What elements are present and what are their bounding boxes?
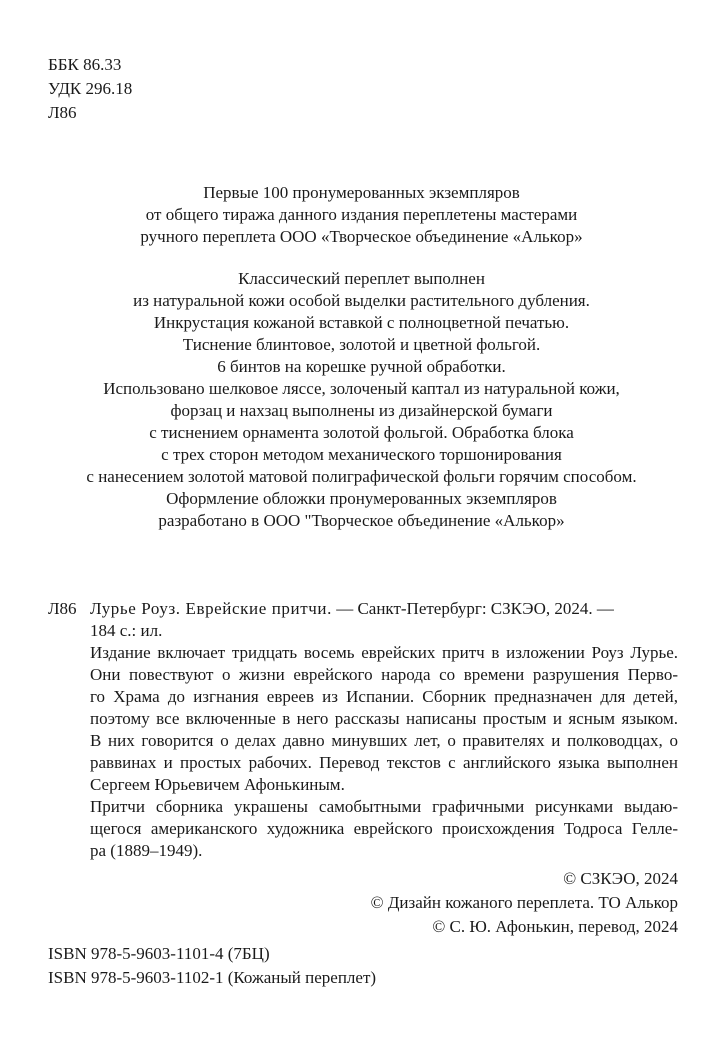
numbered-note-line: ручного переплета ООО «Творческое объединение «Алькор»: [140, 227, 583, 246]
annotation-line: Они повествуют о жизни еврейского народа со времени разрушения Перво-: [90, 665, 678, 684]
binding-line: Использовано шелковое ляссе, золоченый каптал из натуральной кожи,: [103, 379, 620, 398]
numbered-note-line: от общего тиража данного издания переплетены мастерами: [145, 205, 578, 224]
catalog-entry: [48, 598, 678, 862]
copyright-line: © Дизайн кожаного переплета. ТО Алькор: [370, 893, 678, 912]
annotation-line: го Храма до изгнания евреев из Испании. Сборник предназначен для детей,: [90, 687, 678, 706]
imprint: — Санкт-Петербург: СЗКЭО, 2024. —: [331, 599, 614, 618]
binding-line: Тиснение блинтовое, золотой и цветной фольгой.: [182, 335, 541, 354]
binding-line: с трех сторон методом механического торшонирования: [161, 445, 562, 464]
classification-codes: [48, 53, 132, 125]
author-mark: Л86: [48, 103, 77, 122]
binding-line: Инкрустация кожаной вставкой с полноцветной печатью.: [153, 313, 570, 332]
copyright-block: [371, 867, 678, 939]
copyright-line: © СЗКЭО, 2024: [563, 869, 678, 888]
binding-line: Классический переплет выполнен: [238, 269, 485, 288]
author-title: Лурье Роуз. Еврейские притчи.: [90, 599, 332, 618]
annotation-line: Издание включает тридцать восемь еврейских притч в изложении Роуз Лурье.: [90, 643, 678, 662]
isbn-line: ISBN 978-5-9603-1102-1 (Кожаный переплет): [48, 968, 377, 987]
binding-line: форзац и нахзац выполнены из дизайнерской бумаги: [170, 401, 553, 420]
annotation-line: Притчи сборника украшены самобытными графичными рисунками выдаю-: [90, 797, 678, 816]
annotation-line: ра (1889–1949).: [90, 841, 203, 860]
numbered-copies-note: [20, 182, 703, 248]
annotation-line: В них говорится о делах давно минувших лет, о правителях и полководцах, о: [90, 731, 678, 750]
binding-description: [20, 268, 703, 532]
catalog-mark: Л86: [48, 599, 77, 618]
catalog-heading: [48, 598, 678, 620]
binding-line: Оформление обложки пронумерованных экземпляров: [166, 489, 557, 508]
binding-line: 6 бинтов на корешке ручной обработки.: [217, 357, 506, 376]
annotation-line: раввинах и простых рабочих. Перевод текстов с английского языка выполнен: [90, 753, 678, 772]
page-count: 184 с.: ил.: [90, 621, 163, 640]
copyright-line: © С. Ю. Афонькин, перевод, 2024: [432, 917, 678, 936]
numbered-note-line: Первые 100 пронумерованных экземпляров: [203, 183, 520, 202]
isbn-line: ISBN 978-5-9603-1101-4 (7БЦ): [48, 944, 270, 963]
binding-line: из натуральной кожи особой выделки растительного дубления.: [133, 291, 590, 310]
annotation-line: поэтому все включенные в него рассказы написаны простым и ясным языком.: [90, 709, 678, 728]
isbn-block: [48, 942, 376, 990]
bbk-code: ББК 86.33: [48, 55, 122, 74]
annotation-line: щегося американского художника еврейского происхождения Тодроса Гелле-: [90, 819, 678, 838]
binding-line: разработано в ООО "Творческое объединение «Алькор»: [158, 511, 565, 530]
binding-line: с тиснением орнамента золотой фольгой. Обработка блока: [149, 423, 574, 442]
annotation-line: Сергеем Юрьевичем Афонькиным.: [90, 775, 345, 794]
udk-code: УДК 296.18: [48, 79, 133, 98]
binding-line: с нанесением золотой матовой полиграфической фольги горячим способом.: [86, 467, 637, 486]
